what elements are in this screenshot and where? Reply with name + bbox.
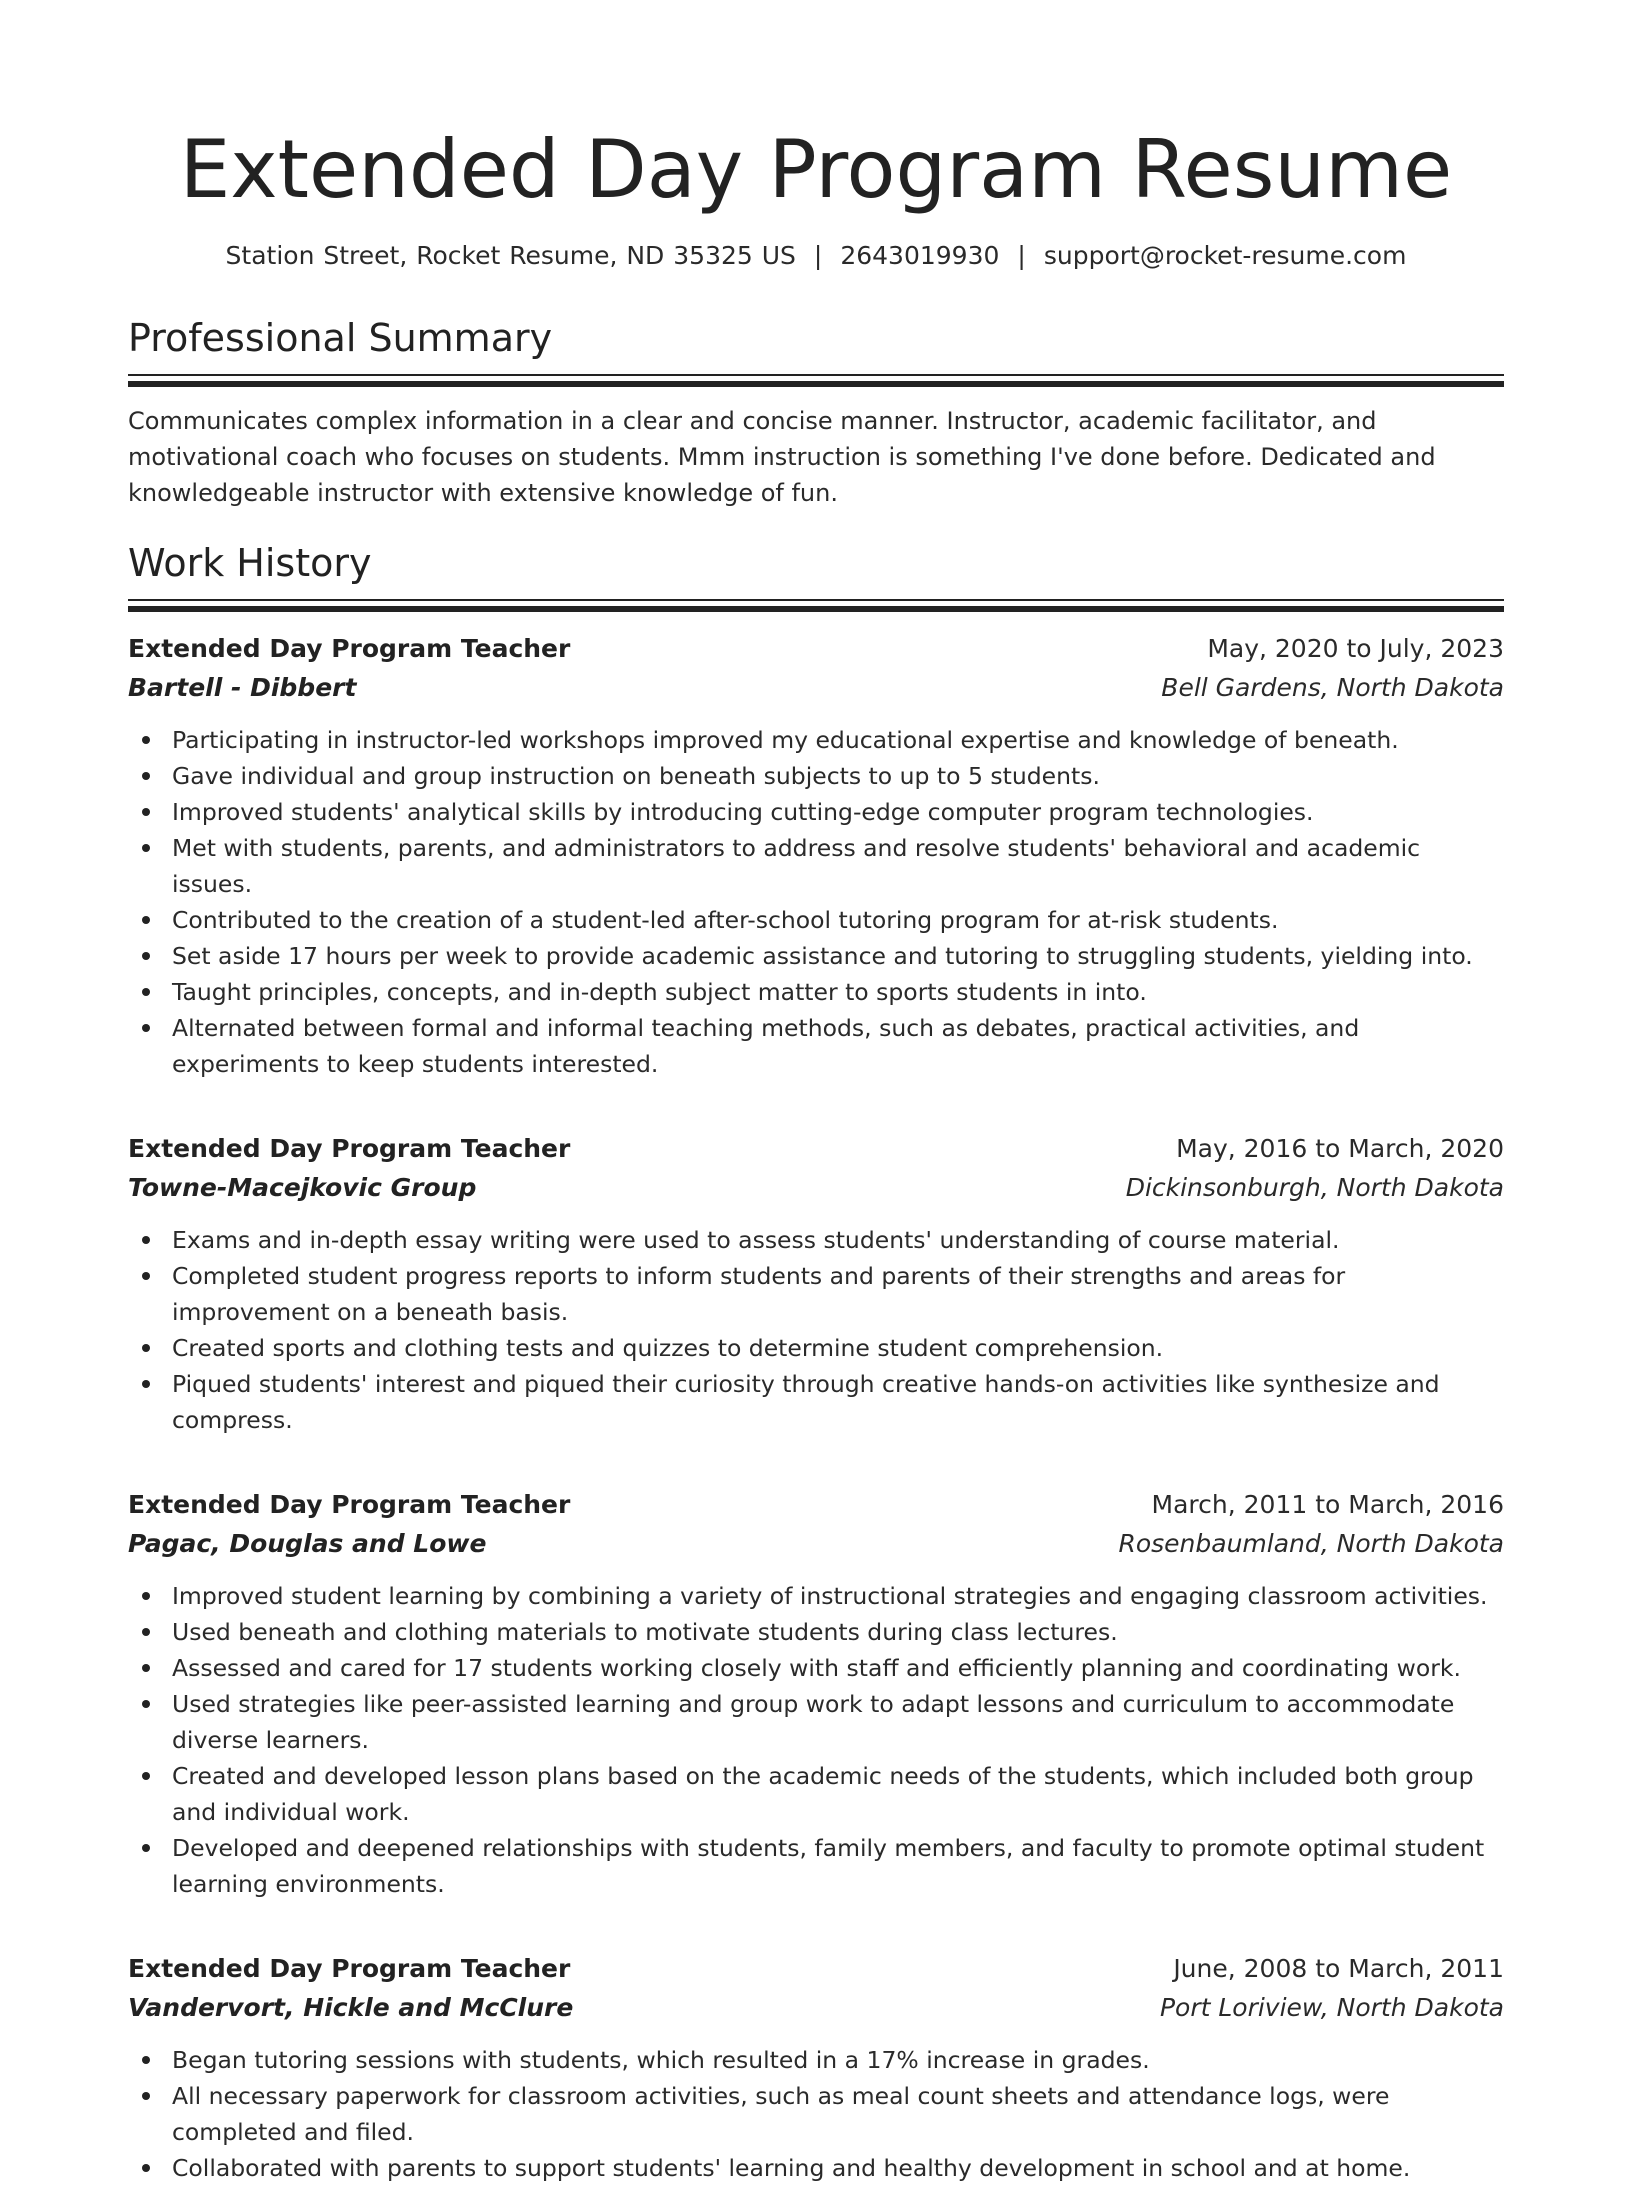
job-list (128, 630, 1504, 2186)
job-entry (128, 1486, 1504, 1902)
job-company-row (128, 1988, 1504, 2028)
job-bullet: Collaborated with parents to support students' learning and healthy development in school and at home. (172, 2150, 1504, 2186)
job-header-row (128, 1486, 1504, 1524)
job-bullet: Gave individual and group instruction on beneath subjects to up to 5 students. (172, 758, 1504, 794)
job-bullet-list (128, 722, 1504, 1082)
job-company: Vandervort, Hickle and McClure (128, 1993, 574, 2022)
job-dates: March, 2011 to March, 2016 (1151, 1490, 1504, 1519)
job-bullet: Met with students, parents, and administrators to address and resolve students' behavioral and academic issues. (172, 830, 1504, 902)
job-bullet: Alternated between formal and informal teaching methods, such as debates, practical activities, and experiments to keep students interested. (172, 1010, 1504, 1082)
job-bullet-list (128, 2042, 1504, 2186)
job-bullet: Created sports and clothing tests and quizzes to determine student comprehension. (172, 1330, 1504, 1366)
section-divider (128, 374, 1504, 387)
job-bullet: Developed and deepened relationships with students, family members, and faculty to promote optimal student learning environments. (172, 1830, 1504, 1902)
job-title: Extended Day Program Teacher (128, 1954, 571, 1983)
job-entry (128, 1950, 1504, 2186)
job-location: Dickinsonburgh, North Dakota (1125, 1173, 1504, 1202)
resume-title: Extended Day Program Resume (179, 123, 1453, 216)
job-dates: June, 2008 to March, 2011 (1173, 1954, 1504, 1983)
section-heading-work-history: Work History (128, 541, 372, 585)
resume-page (128, 0, 1504, 2186)
section-divider (128, 599, 1504, 612)
job-bullet-list (128, 1578, 1504, 1902)
job-header-row (128, 1130, 1504, 1168)
job-bullet: Began tutoring sessions with students, which resulted in a 17% increase in grades. (172, 2042, 1504, 2078)
job-bullet: All necessary paperwork for classroom activities, such as meal count sheets and attendance logs, were completed and filed. (172, 2078, 1504, 2150)
work-history-section (128, 539, 1504, 2186)
job-location: Rosenbaumland, North Dakota (1118, 1529, 1504, 1558)
job-company: Towne-Macejkovic Group (128, 1173, 477, 1202)
job-bullet: Improved student learning by combining a variety of instructional strategies and engaging classroom activities. (172, 1578, 1504, 1614)
contact-email: support@rocket-resume.com (1043, 241, 1407, 270)
job-title: Extended Day Program Teacher (128, 1490, 571, 1519)
job-bullet-list (128, 1222, 1504, 1438)
job-bullet: Participating in instructor-led workshops improved my educational expertise and knowledge of beneath. (172, 722, 1504, 758)
job-company: Bartell - Dibbert (128, 673, 357, 702)
contact-line (128, 238, 1504, 274)
job-entry (128, 630, 1504, 1082)
job-company-row (128, 1168, 1504, 1208)
job-bullet: Completed student progress reports to inform students and parents of their strengths and areas for improvement on a beneath basis. (172, 1258, 1504, 1330)
job-company: Pagac, Douglas and Lowe (128, 1529, 487, 1558)
job-header-row (128, 630, 1504, 668)
section-heading-summary: Professional Summary (128, 316, 553, 360)
job-bullet: Used strategies like peer-assisted learning and group work to adapt lessons and curriculum to accommodate diverse learners. (172, 1686, 1504, 1758)
job-bullet: Created and developed lesson plans based on the academic needs of the students, which included both group and individual work. (172, 1758, 1504, 1830)
job-dates: May, 2016 to March, 2020 (1176, 1134, 1504, 1163)
job-bullet: Exams and in-depth essay writing were used to assess students' understanding of course material. (172, 1222, 1504, 1258)
job-bullet: Set aside 17 hours per week to provide academic assistance and tutoring to struggling students, yielding into. (172, 938, 1504, 974)
contact-phone: 2643019930 (840, 241, 1000, 270)
job-bullet: Assessed and cared for 17 students working closely with staff and efficiently planning and coordinating work. (172, 1650, 1504, 1686)
job-title: Extended Day Program Teacher (128, 634, 571, 663)
job-location: Port Loriview, North Dakota (1159, 1993, 1504, 2022)
job-entry (128, 1130, 1504, 1438)
job-header-row (128, 1950, 1504, 1988)
job-bullet: Improved students' analytical skills by introducing cutting-edge computer program technologies. (172, 794, 1504, 830)
contact-separator: | (1017, 241, 1026, 270)
job-bullet: Used beneath and clothing materials to motivate students during class lectures. (172, 1614, 1504, 1650)
professional-summary-section (128, 314, 1504, 511)
job-company-row (128, 668, 1504, 708)
job-location: Bell Gardens, North Dakota (1161, 673, 1504, 702)
contact-separator: | (813, 241, 823, 270)
job-bullet: Contributed to the creation of a student-led after-school tutoring program for at-risk students. (172, 902, 1504, 938)
summary-text: Communicates complex information in a clear and concise manner. Instructor, academic facilitator, and motivational coach who focuses on students. Mmm instruction is something I've done before. Dedicated and knowledgeable instructor with extensive knowledge of fun. (128, 407, 1436, 507)
job-bullet: Piqued students' interest and piqued their curiosity through creative hands-on activities like synthesize and compress. (172, 1366, 1504, 1438)
job-company-row (128, 1524, 1504, 1564)
job-bullet: Taught principles, concepts, and in-depth subject matter to sports students in into. (172, 974, 1504, 1010)
contact-address: Station Street, Rocket Resume, ND 35325 US (225, 241, 796, 270)
job-dates: May, 2020 to July, 2023 (1207, 634, 1504, 663)
job-title: Extended Day Program Teacher (128, 1134, 571, 1163)
